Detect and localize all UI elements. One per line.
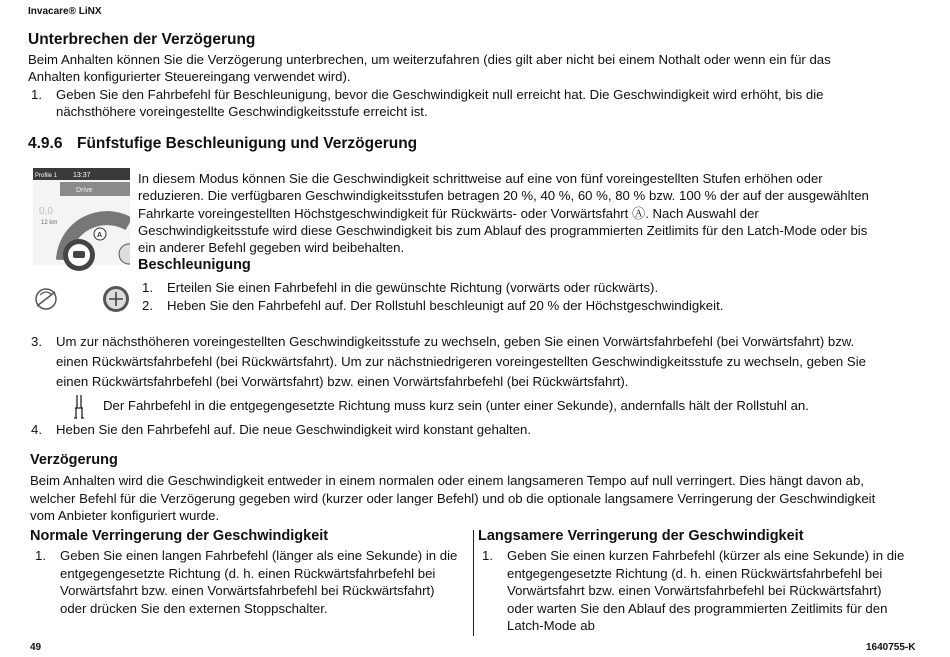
device-screen-illustration <box>33 168 130 315</box>
list-text: oder drücken Sie den externen Stoppschalter. <box>60 600 328 616</box>
screen-profile: Profile 1 <box>35 173 58 179</box>
paragraph-line: In diesem Modus können Sie die Geschwindigkeit schrittweise auf eine von fünf voreingestellten Stufen erhöhen oder <box>138 171 823 186</box>
paragraph-line: Fahrkarte voreingestellten Höchstgeschwindigkeit für Rückwärts- oder Vorwärtsfahrt Ⓐ. Nach Auswahl der <box>138 206 759 221</box>
list-item <box>31 86 911 122</box>
list-text: Heben Sie den Fahrbefehl auf. Der Rollstuhl beschleunigt auf 20 % der Höchstgeschwindigkeit. <box>167 298 724 313</box>
no-latch-icon <box>36 289 56 309</box>
list-number: 3. <box>31 334 42 349</box>
screen-speed: 0.0 <box>39 206 53 217</box>
paragraph-line: Beim Anhalten wird die Geschwindigkeit entweder in einem normalen oder einem langsameren Tempo auf null verringert. Dies hängt davon ab, <box>30 473 864 488</box>
section-title-deceleration: Verzögerung <box>30 452 118 468</box>
list-number: 1. <box>142 280 153 295</box>
section-title-five-step: Fünfstufige Beschleunigung und Verzögerung <box>77 135 418 152</box>
list-item <box>482 547 922 637</box>
screen-marker: A <box>97 232 103 239</box>
list-text: entgegengesetzte Richtung (d. h. einen Rückwärtsfahrbefehl bei <box>507 565 883 581</box>
drive-settings-icon <box>103 286 129 312</box>
list-text: einen Rückwärtsfahrbefehl (bei Vorwärtsfahrt) bzw. einen Vorwärtsfahrbefehl (bei Rückwärtsfahrt). <box>56 374 629 389</box>
document-id: 1640755-K <box>866 642 916 653</box>
list-text: entgegengesetzte Richtung (d. h. einen Rückwärtsfahrbefehl bei <box>60 565 436 581</box>
list-text: Geben Sie den Fahrbefehl für Beschleunigung, bevor die Geschwindigkeit null erreicht hat. Die Geschwindigkeit wird erhöht, bis die <box>56 87 824 102</box>
list-item <box>142 279 902 297</box>
list-number: 1. <box>31 87 42 102</box>
list-text: Geben Sie einen kurzen Fahrbefehl (kürzer als eine Sekunde) in die <box>507 548 905 563</box>
list-text: Latch-Mode ab <box>507 618 595 633</box>
list-text: Geben Sie einen langen Fahrbefehl (länger als eine Sekunde) in die <box>60 548 458 563</box>
column-title-normal: Normale Verringerung der Geschwindigkeit <box>30 528 329 544</box>
paragraph-line: Geschwindigkeitsstufe wird diese Geschwindigkeit bis zum Ablauf des programmierten Zeitlimits für den Latch-Mode oder bis <box>138 223 868 238</box>
list-text: einen Rückwärtsfahrbefehl (bei Rückwärtsfahrt). Um zur nächstniedrigeren voreingestellten Geschwindigkeitsstufe zu wechseln, geben Sie <box>56 354 866 369</box>
screen-time: 13:37 <box>73 172 91 179</box>
paragraph-line: reduzieren. Die verfügbaren Geschwindigkeitsstufen betragen 20 %, 40 %, 60 %, 80 % bzw. 100 % der auf der ausgewählten <box>138 188 869 203</box>
list-text: Erteilen Sie einen Fahrbefehl in die gewünschte Richtung (vorwärts oder rückwärts). <box>167 280 659 295</box>
paragraph-line: Beim Anhalten können Sie die Verzögerung unterbrechen, um weiterzufahren (dies gilt aber nicht bei einem Nothalt oder wenn ein für das <box>28 52 831 67</box>
list-number: 1. <box>35 548 46 563</box>
list-text: Um zur nächsthöheren voreingestellten Geschwindigkeitsstufe zu wechseln, geben Sie einen Vorwärtsfahrbefehl (bei Vorwärtsfahrt) bzw. <box>56 334 855 349</box>
list-text: Vorwärtsfahrt bzw. einen Vorwärtsfahrbefehl bei Rückwärtsfahrt) <box>507 583 882 598</box>
column-divider <box>473 530 474 636</box>
list-text: nächsthöhere voreingestellte Geschwindigkeitsstufe erreicht ist. <box>56 104 428 119</box>
page-number: 49 <box>30 642 42 653</box>
list-number: 2. <box>142 298 153 313</box>
list-number: 1. <box>482 548 493 563</box>
list-text: oder warten Sie den Ablauf des programmierten Zeitlimits für den <box>507 600 888 616</box>
screen-mode: Drive <box>76 187 93 194</box>
document-header: Invacare® LiNX <box>28 6 102 17</box>
section-number: 4.9.6 <box>28 135 63 152</box>
note-icon <box>72 394 88 420</box>
list-item <box>35 547 471 619</box>
section-title-interrupt: Unterbrechen der Verzögerung <box>28 31 256 48</box>
display-drawing <box>33 168 130 315</box>
screen-unit: 12 km <box>41 220 58 226</box>
list-item <box>31 421 911 439</box>
paragraph-line: ein anderer Befehl gegeben wird beibehalten. <box>138 240 405 255</box>
column-title-slow: Langsamere Verringerung der Geschwindigkeit <box>478 528 804 544</box>
list-text: Vorwärtsfahrt bzw. einen Vorwärtsfahrbefehl bei Rückwärtsfahrt) <box>60 583 435 598</box>
subsection-title-acceleration: Beschleunigung <box>138 257 251 273</box>
paragraph-line: welcher Befehl für die Verzögerung gegeben wird (kurzer oder langer Befehl) und ob die optionale langsamere Verringerung der Geschwindigkeit <box>30 491 876 506</box>
list-item <box>142 297 902 315</box>
paragraph-line: vom Anbieter konfiguriert wurde. <box>30 508 220 523</box>
list-number: 4. <box>31 422 42 437</box>
list-text: Heben Sie den Fahrbefehl auf. Die neue Geschwindigkeit wird konstant gehalten. <box>56 422 532 437</box>
note-text: Der Fahrbefehl in die entgegengesetzte Richtung muss kurz sein (unter einer Sekunde), andernfalls hält der Rollstuhl an. <box>103 398 809 413</box>
paragraph-line: Anhalten konfigurierter Steuereingang verwendet wird). <box>28 69 351 84</box>
list-item <box>31 332 921 388</box>
